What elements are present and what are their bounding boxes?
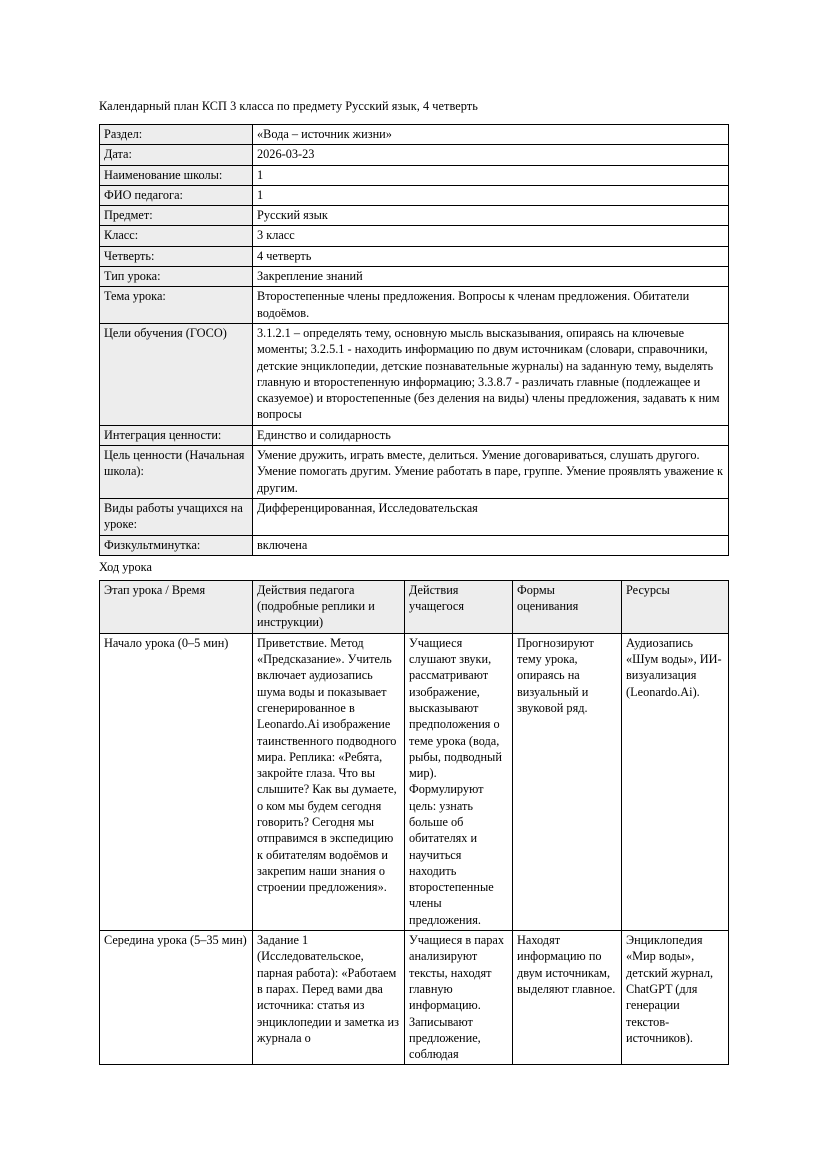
cell-student-actions: Учащиеся слушают звуки, рассматривают изображение, высказывают предположения о теме урока (вода, рыбы, подводный мир). Формулируют цель: узнать больше об обитателях и научиться находить второстепенные члены предложения. [405, 633, 513, 930]
table-row [100, 323, 729, 425]
table-row [100, 125, 729, 145]
info-value: 1 [253, 185, 729, 205]
info-value: включена [253, 535, 729, 555]
cell-teacher-actions: Приветствие. Метод «Предсказание». Учитель включает аудиозапись шума воды и показывает сгенерированное в Leonardo.Ai изображение таинственного подводного мира. Реплика: «Ребята, закройте глаза. Что вы слышите? Как вы думаете, о ком мы будем сегодня говорить? Сегодня мы отправимся в экспедицию к обитателям водоёмов и закрепим наши знания о строении предложения». [253, 633, 405, 930]
info-value: Умение дружить, играть вместе, делиться. Умение договариваться, слушать другого. Умение помогать другим. Умение работать в паре, группе. Умение проявлять уважение к другим. [253, 446, 729, 499]
table-row [100, 145, 729, 165]
info-value: Русский язык [253, 206, 729, 226]
lesson-info-table [99, 124, 729, 556]
info-label: Дата: [100, 145, 253, 165]
table-row [100, 425, 729, 445]
info-label: Цели обучения (ГОСО) [100, 323, 253, 425]
info-label: Физкультминутка: [100, 535, 253, 555]
lesson-flow-header [100, 580, 729, 633]
info-label: Тип урока: [100, 267, 253, 287]
info-value: Закрепление знаний [253, 267, 729, 287]
lesson-flow-table [99, 580, 729, 1066]
column-header-student-actions: Действия учащегося [405, 580, 513, 633]
table-row [100, 931, 729, 1065]
info-value: 1 [253, 165, 729, 185]
column-header-stage: Этап урока / Время [100, 580, 253, 633]
table-row [100, 246, 729, 266]
table-row [100, 267, 729, 287]
cell-assessment: Прогнозируют тему урока, опираясь на визуальный и звуковой ряд. [513, 633, 622, 930]
lesson-info-body [100, 125, 729, 556]
column-header-teacher-actions: Действия педагога (подробные реплики и инструкции) [253, 580, 405, 633]
info-label: Цель ценности (Начальная школа): [100, 446, 253, 499]
info-value: «Вода – источник жизни» [253, 125, 729, 145]
column-header-resources: Ресурсы [622, 580, 729, 633]
table-row [100, 226, 729, 246]
info-value: 3.1.2.1 – определять тему, основную мысль высказывания, опираясь на ключевые моменты; 3.2.5.1 - находить информацию по двум источникам (словари, справочники, детские энциклопедии, детские познавательные журналы) на заданную тему, выделять главную и второстепенную информацию; 3.3.8.7 - различать главные (подлежащее и сказуемое) и второстепенные (без деления на виды) члены предложения, задавать к ним вопросы [253, 323, 729, 425]
info-label: Четверть: [100, 246, 253, 266]
table-row [100, 446, 729, 499]
info-label: Тема урока: [100, 287, 253, 324]
info-value: Единство и солидарность [253, 425, 729, 445]
table-row [100, 287, 729, 324]
info-value: 3 класс [253, 226, 729, 246]
info-label: ФИО педагога: [100, 185, 253, 205]
cell-assessment: Находят информацию по двум источникам, выделяют главное. [513, 931, 622, 1065]
info-label: Раздел: [100, 125, 253, 145]
lesson-flow-heading: Ход урока [99, 559, 152, 574]
document-content [99, 98, 728, 1065]
lesson-flow-body [100, 633, 729, 1065]
table-row [100, 633, 729, 930]
cell-resources: Энциклопедия «Мир воды», детский журнал, ChatGPT (для генерации текстов-источников). [622, 931, 729, 1065]
info-value: 4 четверть [253, 246, 729, 266]
info-label: Класс: [100, 226, 253, 246]
table-row [100, 498, 729, 535]
cell-student-actions: Учащиеся в парах анализируют тексты, находят главную информацию. Записывают предложение, соблюдая [405, 931, 513, 1065]
table-header-row [100, 580, 729, 633]
table-row [100, 185, 729, 205]
info-value: Второстепенные члены предложения. Вопросы к членам предложения. Обитатели водоёмов. [253, 287, 729, 324]
cell-resources: Аудиозапись «Шум воды», ИИ-визуализация (Leonardo.Ai). [622, 633, 729, 930]
table-row [100, 165, 729, 185]
table-row [100, 206, 729, 226]
info-label: Виды работы учащихся на уроке: [100, 498, 253, 535]
cell-stage: Начало урока (0–5 мин) [100, 633, 253, 930]
cell-teacher-actions: Задание 1 (Исследовательское, парная работа): «Работаем в парах. Перед вами два источника: статья из энциклопедии и заметка из журнала о [253, 931, 405, 1065]
info-label: Наименование школы: [100, 165, 253, 185]
info-value: 2026-03-23 [253, 145, 729, 165]
cell-stage: Середина урока (5–35 мин) [100, 931, 253, 1065]
page-title: Календарный план КСП 3 класса по предмету Русский язык, 4 четверть [99, 99, 478, 113]
info-value: Дифференцированная, Исследовательская [253, 498, 729, 535]
column-header-assessment: Формы оценивания [513, 580, 622, 633]
info-label: Предмет: [100, 206, 253, 226]
info-label: Интеграция ценности: [100, 425, 253, 445]
table-row [100, 535, 729, 555]
